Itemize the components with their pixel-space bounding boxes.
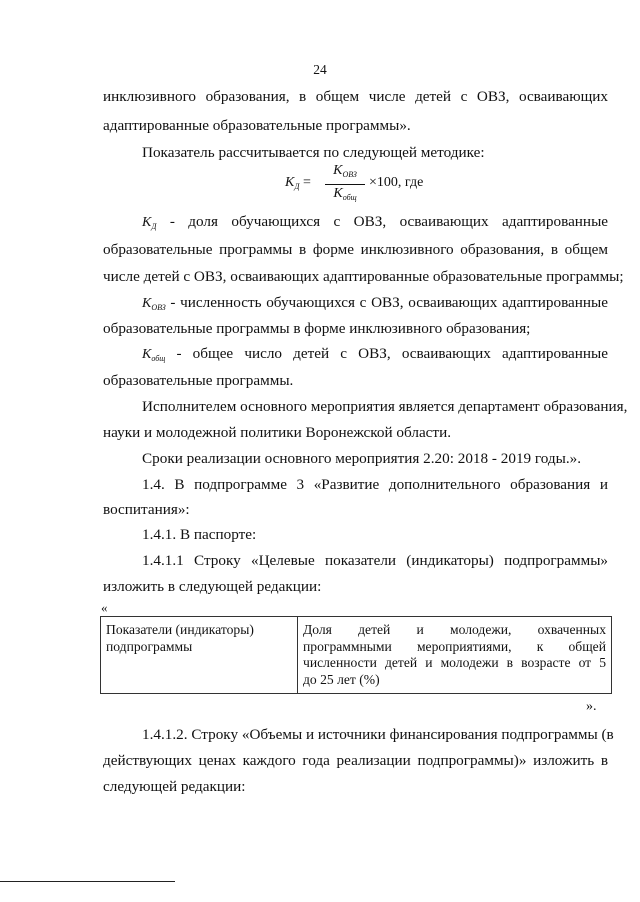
symbol: $K_{общ}$ (142, 347, 166, 363)
closing-quote: ». (586, 699, 597, 714)
symbol: $K_{ОВЗ}$ (142, 296, 166, 312)
para-line: образовательные программы. (103, 372, 294, 389)
para-line: Исполнителем основного мероприятия является департамент образования, (142, 398, 628, 415)
cell-line: программными мероприятиями, к общей (303, 638, 606, 654)
para-line: образовательные программы в форме инклюзивного образования; (103, 320, 531, 337)
para-line: 1.4.1.1 Строку «Целевые показатели (индикаторы) подпрограммы» (142, 552, 608, 569)
definition-text: - доля обучающихся с ОВЗ, осваивающих адаптированные (169, 213, 609, 230)
definition-line (142, 345, 608, 363)
page-number: 24 (313, 62, 327, 77)
symbol: $K_Д$ (142, 215, 157, 231)
bottom-rule (0, 881, 175, 882)
para-line: 1.4. В подпрограмме 3 «Развитие дополнительного образования и (142, 476, 608, 493)
para-line: науки и молодежной политики Воронежской области. (103, 424, 451, 441)
para-line: Показатель рассчитывается по следующей методике: (142, 144, 485, 161)
para-line: образовательные программы в форме инклюзивного образования, в общем (103, 241, 608, 258)
definition-text: - численность обучающихся с ОВЗ, осваивающих адаптированные (170, 294, 608, 311)
para-line: инклюзивного образования, в общем числе детей с ОВЗ, осваивающих (103, 88, 608, 105)
opening-quote: « (101, 600, 108, 615)
definition-line (142, 294, 608, 312)
cell-line: Доля детей и молодежи, охваченных (303, 622, 606, 637)
cell-line: до 25 лет (%) (303, 671, 380, 687)
para-line: воспитания»: (103, 501, 190, 518)
para-line: числе детей с ОВЗ, осваивающих адаптированные образовательные программы; (103, 268, 624, 285)
table-cell-label: Показатели (индикаторы) подпрограммы (101, 617, 298, 694)
table-cell-value (298, 617, 612, 694)
formula-lhs: $K_Д$ = (285, 175, 311, 191)
indicators-table (100, 616, 612, 694)
fraction-bar (325, 184, 365, 185)
definition-line (142, 213, 608, 231)
cell-line: численности детей и молодежи в возрасте от 5 (303, 655, 606, 670)
formula-denominator: $K_{общ}$ (333, 186, 357, 202)
para-line: адаптированные образовательные программы». (103, 117, 411, 134)
formula (285, 163, 485, 207)
para-line: действующих ценах каждого года реализации подпрограммы)» изложить в (103, 752, 608, 769)
para-line: следующей редакции: (103, 778, 246, 795)
para-line: Сроки реализации основного мероприятия 2.20: 2018 - 2019 годы.». (142, 450, 582, 467)
formula-numerator: $K_{ОВЗ}$ (333, 163, 357, 179)
formula-rhs: ×100, где (369, 175, 424, 190)
table-row (101, 617, 612, 694)
para-line: изложить в следующей редакции: (103, 578, 322, 595)
definition-text: - общее число детей с ОВЗ, осваивающих адаптированные (176, 345, 609, 362)
para-line: 1.4.1. В паспорте: (142, 526, 257, 543)
para-line: 1.4.1.2. Строку «Объемы и источники финансирования подпрограммы (в (142, 726, 614, 743)
